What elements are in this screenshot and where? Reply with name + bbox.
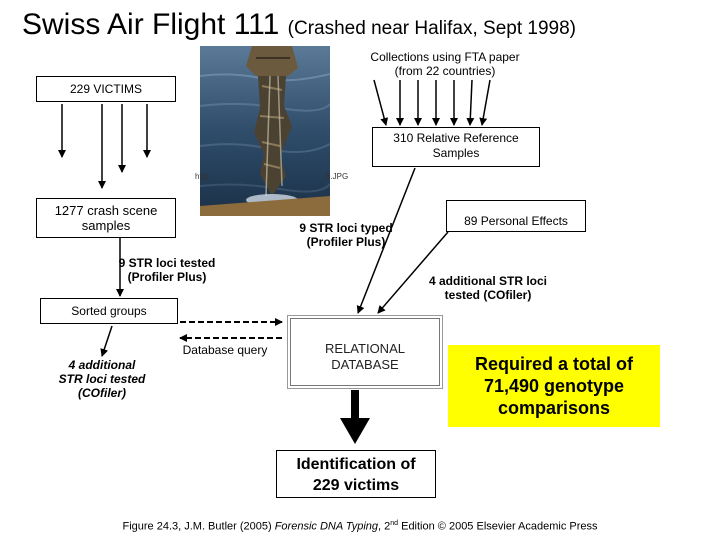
personal-effects-box xyxy=(446,200,586,232)
relative-box-line2: Samples xyxy=(432,146,480,160)
title-subtitle: (Crashed near Halifax, Sept 1998) xyxy=(287,18,576,39)
personal-effects-label: 89 Personal Effects xyxy=(464,214,568,228)
database-query-label: Database query xyxy=(182,343,268,357)
str-additional-right-line1: 4 additional STR loci xyxy=(428,274,547,288)
relative-box-line1: 310 Relative Reference xyxy=(393,131,519,145)
str-typed-line1: 9 STR loci typed xyxy=(299,221,393,235)
sorted-groups-box xyxy=(40,298,178,324)
citation-suffix: Edition © 2005 Elsevier Academic Press xyxy=(398,520,598,533)
str-tested-line2: (Profiler Plus) xyxy=(127,270,207,284)
relational-db-line2: DATABASE xyxy=(331,357,399,372)
str-typed-line2: (Profiler Plus) xyxy=(306,235,386,249)
sorted-groups-label: Sorted groups xyxy=(71,304,147,318)
str-additional-left-line2: STR loci tested xyxy=(58,372,146,386)
str-tested-line1: 9 STR loci tested xyxy=(118,256,216,270)
str-additional-left-line3: (COfiler) xyxy=(78,386,126,400)
required-line3: comparisons xyxy=(497,398,611,418)
collection-arrow-1 xyxy=(374,80,386,125)
str-additional-left-label xyxy=(52,358,152,400)
citation-prefix: Figure 24.3, J.M. Butler (2005) xyxy=(122,520,275,533)
big-arrow-head xyxy=(340,418,370,444)
relational-db-line1: RELATIONAL xyxy=(325,341,405,356)
str-typed-label xyxy=(290,221,402,249)
big-arrow-shaft xyxy=(351,390,359,418)
groups-to-left-str-arrow xyxy=(102,326,112,356)
victims-box xyxy=(36,76,176,102)
relative-samples-box xyxy=(372,127,540,167)
citation-edition-num: , 2 xyxy=(378,520,391,533)
collections-line1: Collections using FTA paper xyxy=(370,50,520,64)
identification-line1: Identification of xyxy=(296,456,416,473)
title-main: Swiss Air Flight 111 xyxy=(22,8,280,41)
identification-box xyxy=(276,450,436,498)
victims-box-label: 229 VICTIMS xyxy=(69,82,143,96)
crash-box-line2: samples xyxy=(81,218,131,233)
identification-line2: 229 victims xyxy=(312,477,400,494)
crash-samples-box xyxy=(36,198,176,238)
figure-citation xyxy=(0,520,720,533)
collections-label xyxy=(360,50,530,78)
required-line1: Required a total of xyxy=(474,354,633,374)
str-additional-right-label xyxy=(418,274,558,302)
collection-arrow-7 xyxy=(482,80,490,125)
citation-book-title: Forensic DNA Typing xyxy=(274,520,379,533)
str-additional-left-line1: 4 additional xyxy=(68,358,136,372)
required-comparisons-box xyxy=(448,345,660,427)
collections-line2: (from 22 countries) xyxy=(394,64,496,78)
photo-caption-left: http xyxy=(195,172,209,181)
str-tested-label xyxy=(108,256,226,284)
required-line2: 71,490 genotype xyxy=(483,376,625,396)
photo-caption-right: 6.JPG xyxy=(326,172,349,181)
collection-arrow-6 xyxy=(470,80,472,125)
relational-database-box xyxy=(290,318,440,386)
citation-edition-sup: nd xyxy=(390,520,399,527)
str-additional-right-line2: tested (COfiler) xyxy=(444,288,532,302)
crash-box-line1: 1277 crash scene xyxy=(54,203,158,218)
